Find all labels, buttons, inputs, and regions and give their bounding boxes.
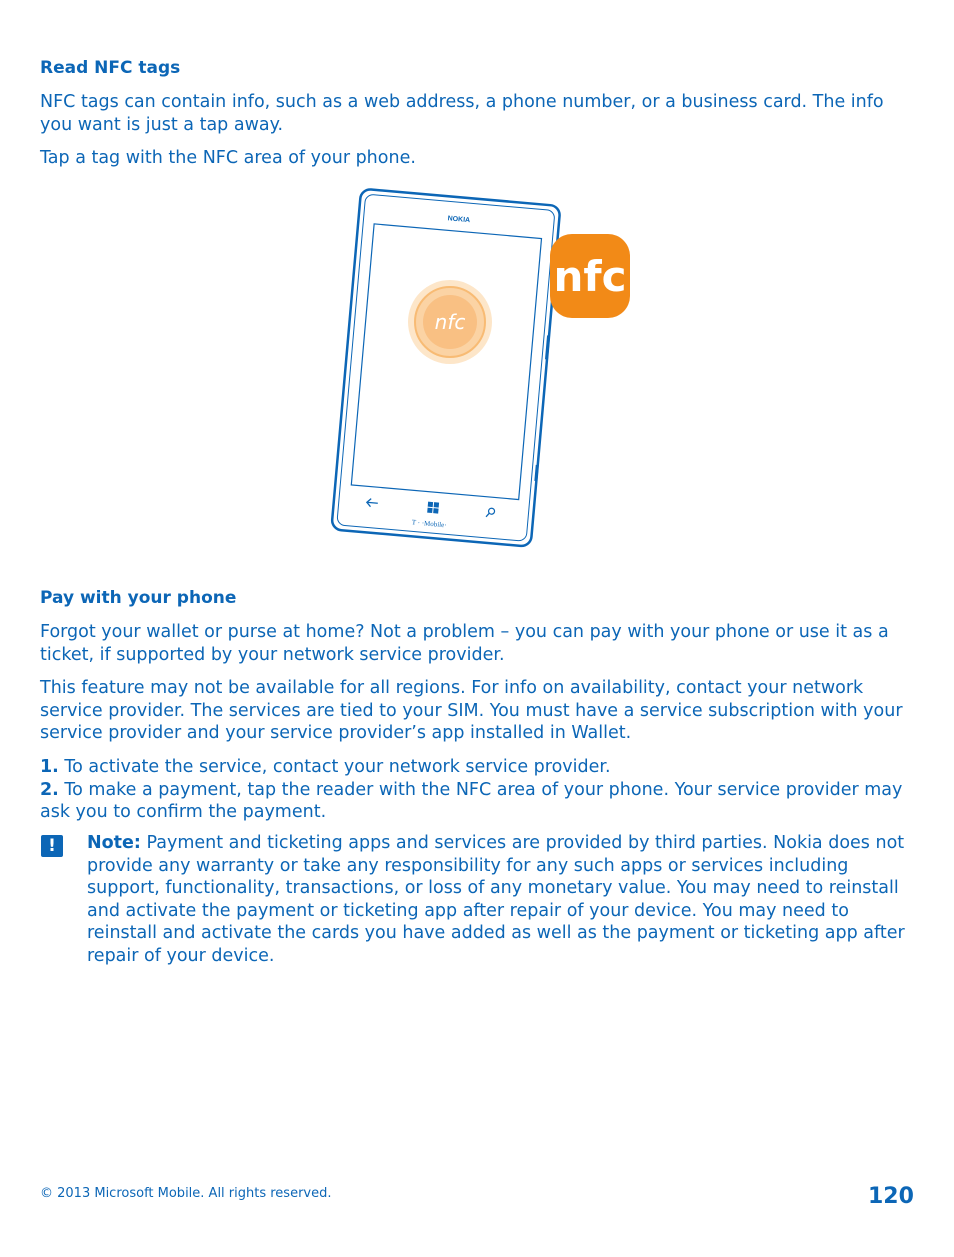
nfc-screen-icon [408, 280, 492, 364]
note-text: Payment and ticketing apps and services are provided by third parties. Nokia does not provide any warranty or take any responsibility for any such apps or services including support, functionality, transactions, or loss of any monetary value. You may need to reinstall and activate the payment or ticketing app after repair of your device. You may need to reinstall and activate the cards you have added as well as the payment or ticketing app after repair of your device. [87, 833, 905, 966]
phone-nfc-illustration [318, 186, 638, 552]
step-number: 1. [40, 757, 59, 777]
paragraph-forgot-wallet: Forgot your wallet or purse at home? Not a problem – you can pay with your phone or use it as a ticket, if supported by your network service provider. [40, 622, 889, 665]
nfc-badge-icon [550, 234, 630, 318]
paragraph-availability: This feature may not be available for all regions. For info on availability, contact your network service provider. The services are tied to your SIM. You must have a service subscription with your service provider and your service provider’s app installed in Wallet. [40, 678, 903, 743]
paragraph-tap-tag: Tap a tag with the NFC area of your phone. [40, 148, 416, 168]
step-text: To activate the service, contact your network service provider. [64, 757, 611, 777]
page-number: 120 [868, 1184, 914, 1209]
svg-text:nfc: nfc [434, 310, 466, 334]
step-number: 2. [40, 779, 59, 800]
section-title-pay-with-phone: Pay with your phone [40, 588, 237, 608]
brand-logo: NOKIA [447, 215, 471, 225]
carrier-logo: T · ·Mobile· [411, 518, 447, 530]
footer-copyright: © 2013 Microsoft Mobile. All rights reserved. [40, 1186, 332, 1201]
steps-list [40, 756, 920, 824]
note-block [87, 832, 917, 967]
step-1 [40, 756, 920, 779]
svg-text:nfc: nfc [553, 252, 627, 301]
paragraph-nfc-tags-info: NFC tags can contain info, such as a web address, a phone number, or a business card. The info you want is just a tap away. [40, 92, 884, 135]
note-exclamation-icon: ! [41, 835, 63, 857]
phone-outline [331, 189, 561, 547]
step-2 [40, 779, 920, 824]
step-text: To make a payment, tap the reader with the NFC area of your phone. Your service provider may ask you to confirm the payment. [40, 779, 903, 822]
note-label: Note: [87, 833, 141, 853]
section-title-read-nfc-tags: Read NFC tags [40, 58, 181, 78]
